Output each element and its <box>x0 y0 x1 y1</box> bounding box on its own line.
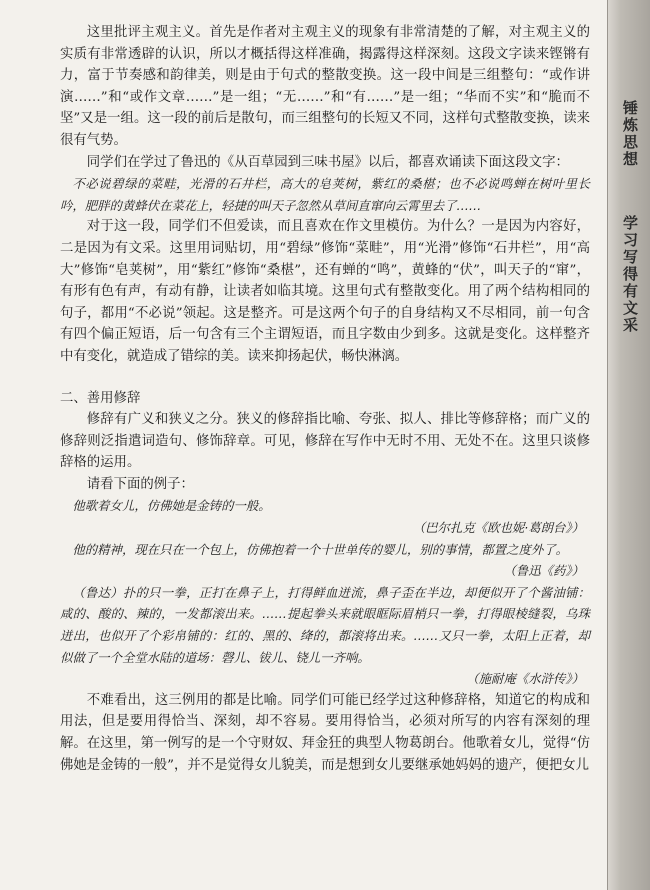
source-balzac: （巴尔扎克《欧也妮·葛朗台》） <box>412 520 584 536</box>
section-heading: 二、善用修辞 <box>60 390 141 406</box>
source-luxun: （鲁迅《药》） <box>503 563 584 579</box>
paragraph-subjectivism: 这里批评主观主义。首先是作者对主观主义的现象有非常清楚的了解，对主观主义的实质有非常透辟的认识，所以才概括得这样准确，揭露得这样深刻。这段文字读来铿锵有力，富于节奏感和韵律美，则是由于句式的整散变换。这一段中间是三组整句：“或作讲演……”和“或作文章……”是一组；“无……”和“有……”是一组；“华而不实”和“脆而不坚”又是一组。这一段的前后是散句，而三组整句的长短又不同，这样句式整散变换，读来很有气势。 <box>60 25 590 148</box>
side-tab-title-1: 锤炼思想 <box>621 100 639 168</box>
quote-baicaoyuan: 不必说碧绿的菜畦，光滑的石井栏，高大的皂荚树，紫红的桑椹；也不必说鸣蝉在树叶里长吟，肥胖的黄蜂伏在菜花上，轻捷的叫天子忽然从草间直窜向云霄里去了…… <box>60 176 590 213</box>
paragraph-examples-intro: 请看下面的例子： <box>86 476 194 492</box>
source-shinaian: （施耐庵《水浒传》） <box>466 671 584 687</box>
quote-medicine: 他的精神，现在只在一个包上，仿佛抱着一个十世单传的婴儿，别的事情，都置之度外了。 <box>72 541 569 557</box>
body-text <box>60 22 590 776</box>
paragraph-metaphor-analysis: 不难看出，这三例用的都是比喻。同学们可能已经学过这种修辞格，知道它的构成和用法，但是要用得恰当、深刻，却不容易。要用得恰当，必须对所写的内容有深刻的理解。在这里，第一例写的是一个守财奴、拜金狂的典型人物葛朗台。他歌着女儿，觉得“仿佛她是金铸的一般”，并不是觉得女儿貌美，而是想到女儿要继承她妈妈的遗产，便把女儿 <box>60 692 590 773</box>
chapter-side-tab <box>607 0 650 890</box>
quote-water-margin: （鲁达）扑的只一拳，正打在鼻子上，打得鲜血迸流，鼻子歪在半边，却便似开了个酱油铺：咸的、酸的、辣的，一发都滚出来。……提起拳头来就眼眶际眉梢只一拳，打得眼棱缝裂，乌珠迸出，也似开了个彩帛铺的：红的、黑的、绛的，都滚将出来。……又只一拳，太阳上正着，却似做了一个全堂水陆的道场：磬儿、钹儿、铙儿一齐响。 <box>60 584 590 665</box>
side-tab-title-2: 学习写得有文采 <box>621 215 639 334</box>
paragraph-analysis: 对于这一段，同学们不但爱读，而且喜欢在作文里模仿。为什么？一是因为内容好，二是因为有文采。这里用词贴切，用“碧绿”修饰“菜畦”，用“光滑”修饰“石井栏”，用“高大”修饰“皂荚树”，用“紫红”修饰“桑椹”，还有蝉的“鸣”，黄蜂的“伏”，叫天子的“窜”，有形有色有声，有动有静，让读者如临其境。这里句式有整散变化。用了两个结构相同的句子，都用“不必说”领起。这是整齐。可是这两个句子的自身结构又不尽相同，前一句含有四个偏正短语，后一句含有三个主谓短语，而且字数由少到多。这就是变化。这样整齐中有变化，就造成了错综的美。读来抑扬起伏，畅快淋漓。 <box>60 219 590 364</box>
paragraph-intro-quote: 同学们在学过了鲁迅的《从百草园到三味书屋》以后，都喜欢诵读下面这段文字： <box>86 154 569 170</box>
quote-eugenie: 他歌着女儿，仿佛她是金铸的一般。 <box>72 498 271 514</box>
paragraph-rhetoric: 修辞有广义和狭义之分。狭义的修辞指比喻、夸张、拟人、排比等修辞格；而广义的修辞则泛指遣词造句、修饰辞章。可见，修辞在写作中无时不用、无处不在。这里只谈修辞格的运用。 <box>60 412 590 471</box>
